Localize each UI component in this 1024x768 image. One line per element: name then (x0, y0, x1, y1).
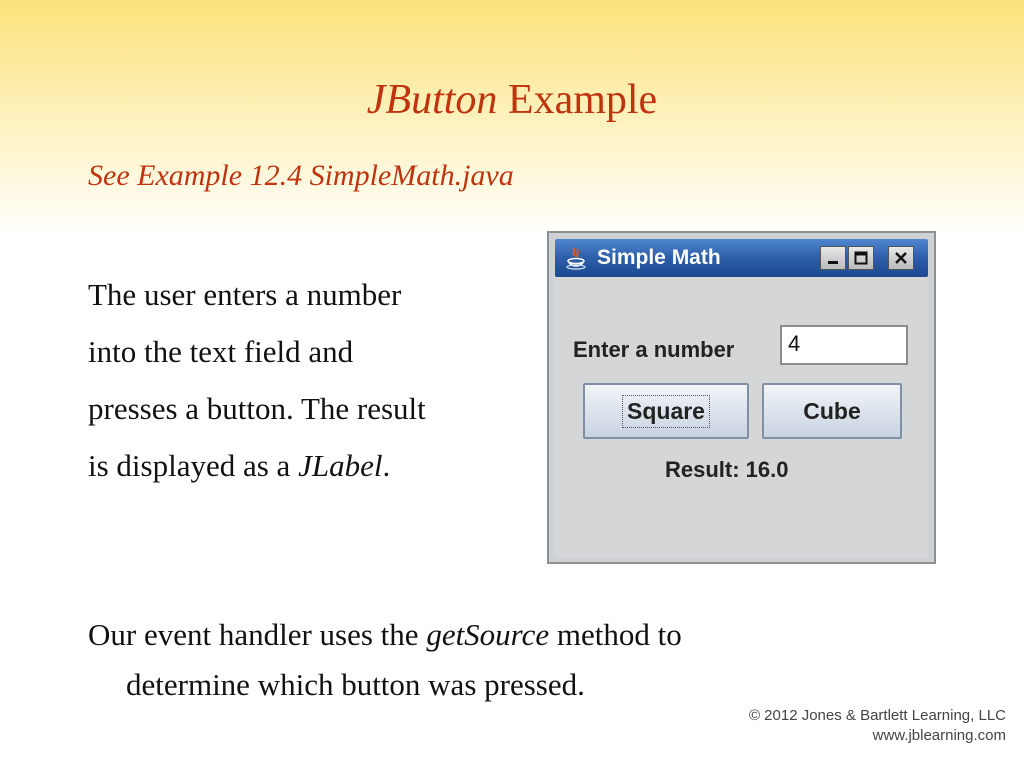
java-app-icon[interactable] (565, 246, 587, 270)
p2-continuation: determine which button was pressed. (126, 667, 585, 702)
copyright-notice (749, 706, 1006, 746)
desc-line-4 (88, 437, 538, 494)
desc-line-4-suffix: . (382, 448, 391, 483)
p2-prefix: Our event handler uses the (88, 617, 427, 652)
event-handler-paragraph (88, 610, 888, 710)
window-title: Simple Math (597, 246, 721, 269)
desc-line-2: into the text field and (88, 334, 354, 369)
result-label: Result: 16.0 (665, 457, 789, 482)
jlabel-term: JLabel (298, 448, 383, 483)
slide-subtitle: See Example 12.4 SimpleMath.java (88, 159, 514, 192)
window-content (555, 277, 928, 558)
title-rest: Example (507, 77, 658, 123)
description-paragraph (88, 266, 538, 494)
slide-title (0, 74, 1024, 126)
close-icon[interactable] (888, 246, 914, 270)
maximize-icon[interactable] (848, 246, 874, 270)
minimize-icon[interactable] (820, 246, 846, 270)
desc-line-3: presses a button. The result (88, 391, 426, 426)
getsource-term: getSource (426, 617, 550, 652)
copyright-line-1: © 2012 Jones & Bartlett Learning, LLC (748, 707, 1006, 724)
number-input[interactable]: 4 (780, 325, 908, 365)
window-titlebar[interactable] (555, 239, 928, 277)
copyright-line-2: www.jblearning.com (872, 727, 1006, 744)
enter-number-label: Enter a number (573, 337, 735, 362)
title-italic: JButton (366, 77, 498, 123)
cube-button[interactable]: Cube (762, 383, 902, 439)
p2-suffix: method to (549, 617, 682, 652)
desc-line-1: The user enters a number (88, 277, 402, 312)
square-button[interactable] (583, 383, 749, 439)
desc-line-4-prefix: is displayed as a (88, 448, 299, 483)
square-button-label: Square (622, 395, 710, 428)
simple-math-window (547, 231, 936, 564)
